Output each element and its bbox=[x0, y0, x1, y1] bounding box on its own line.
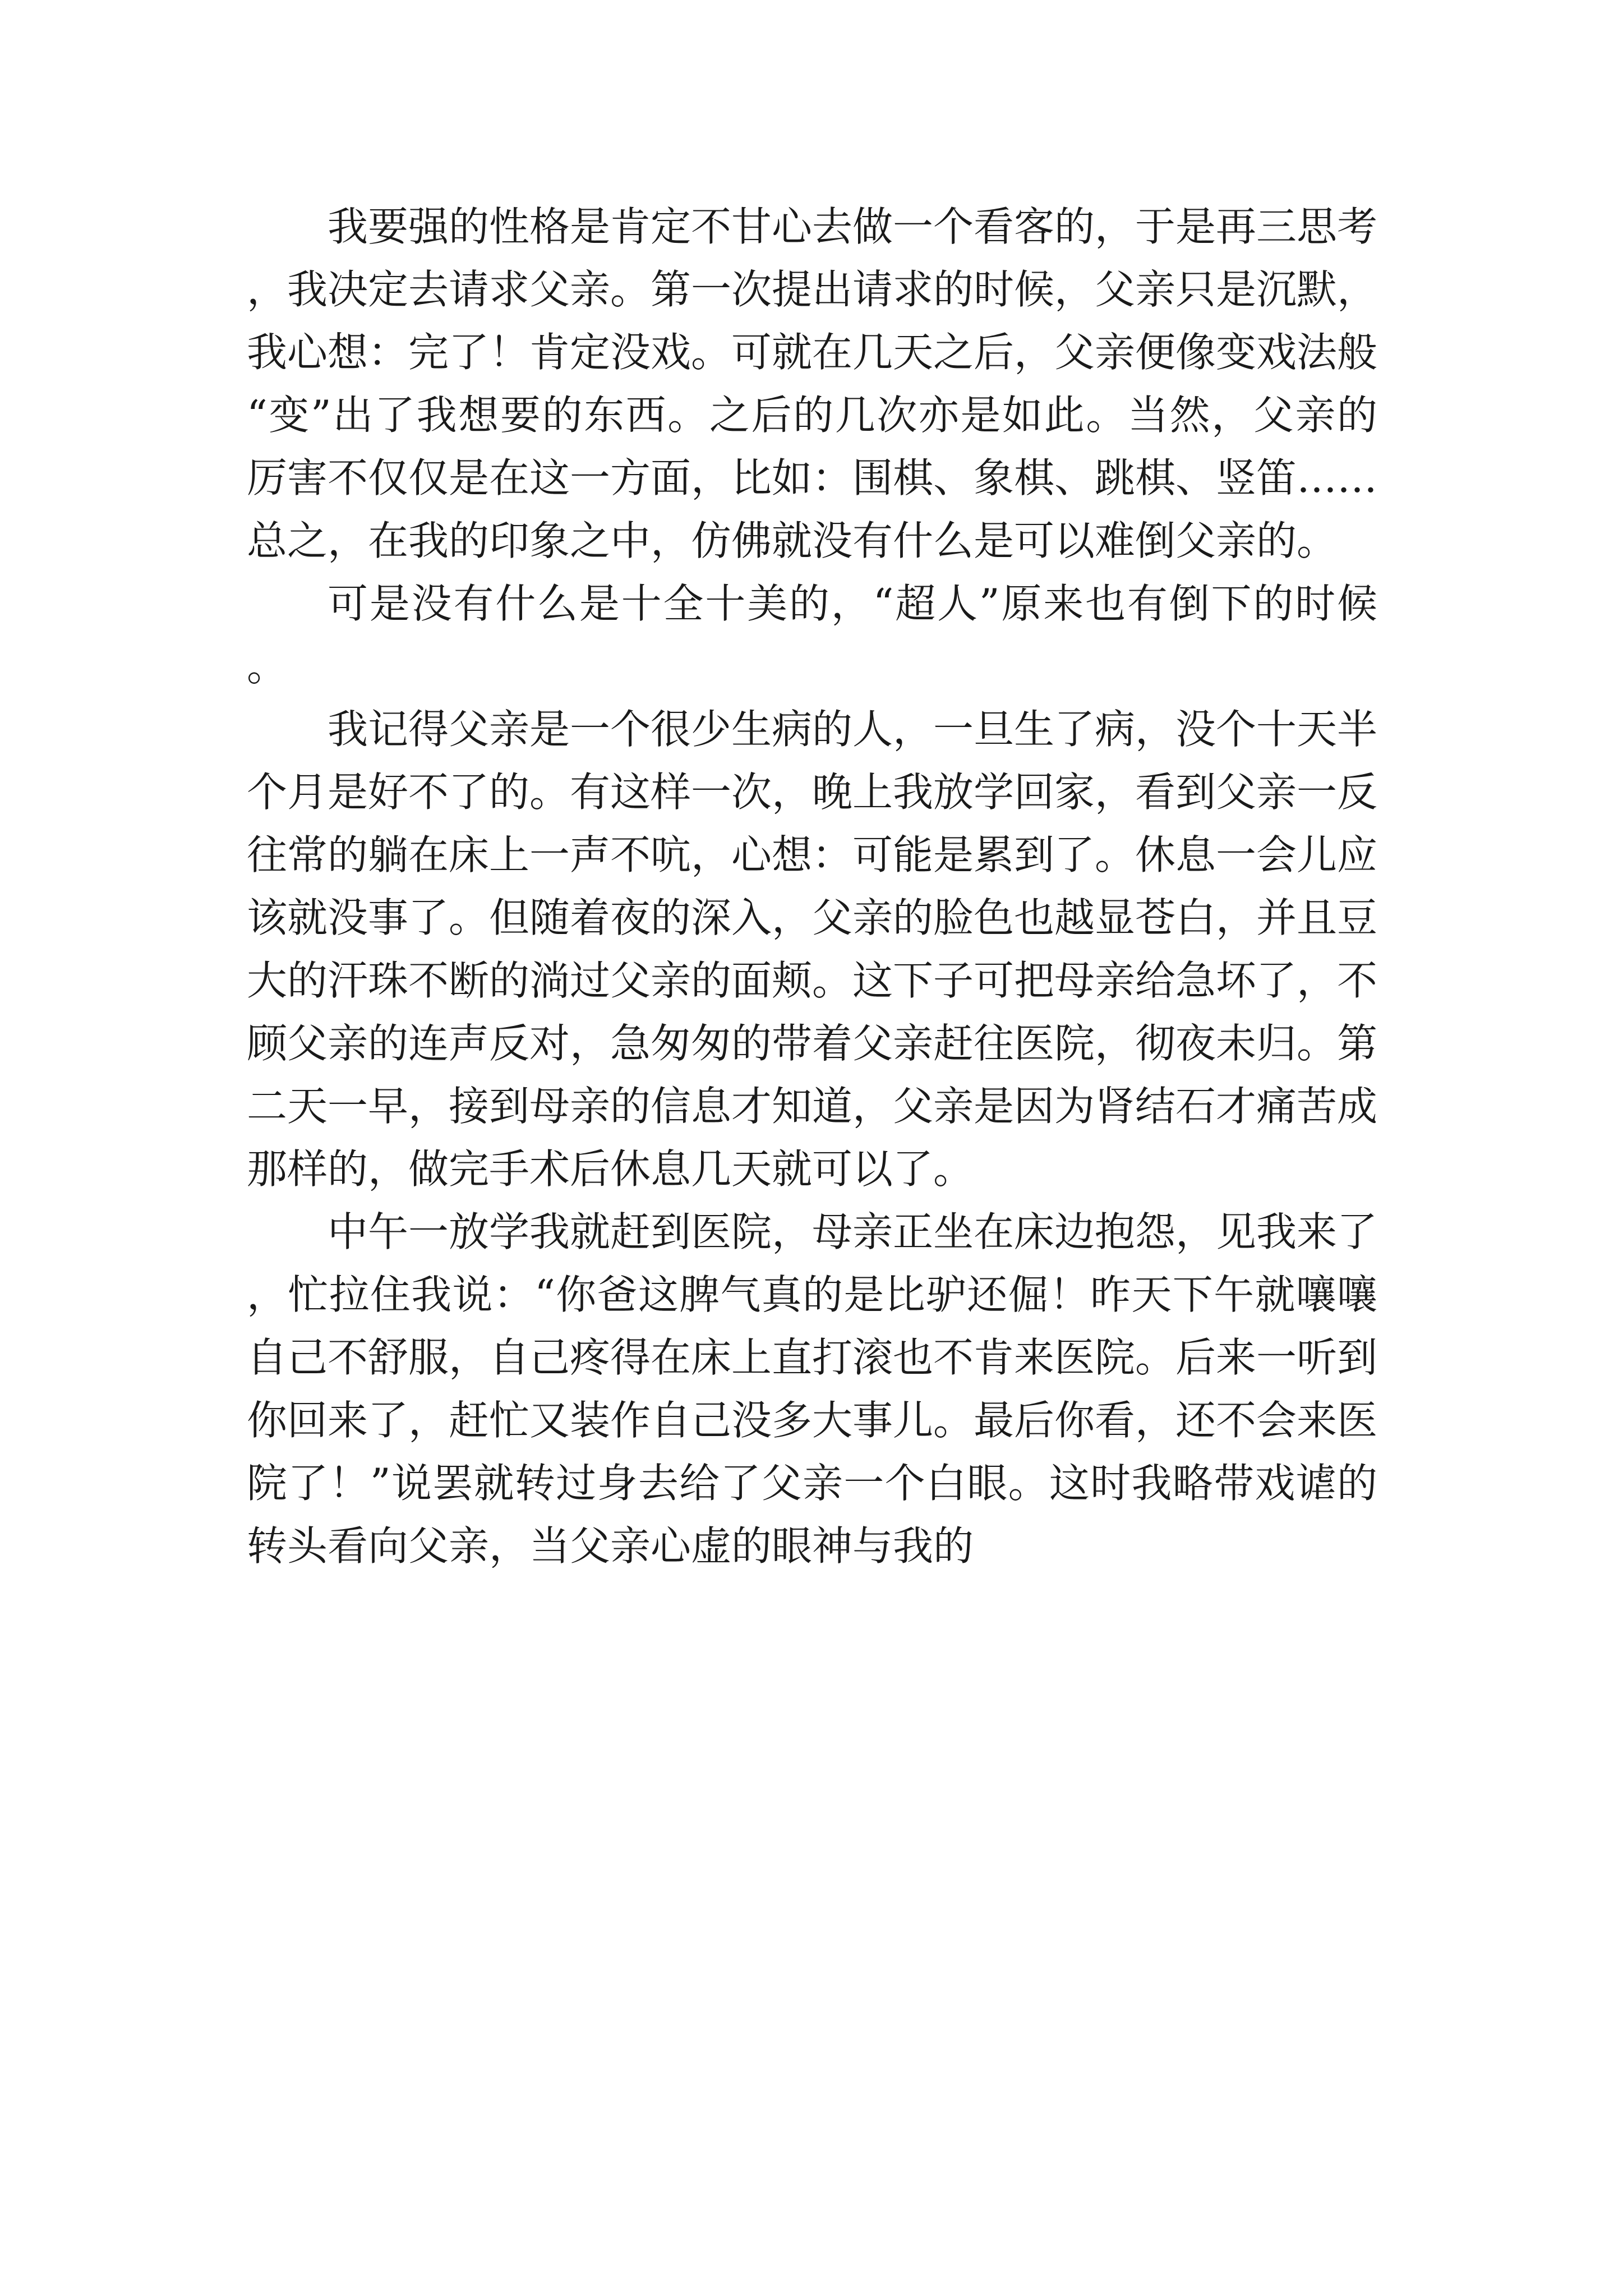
body-text bbox=[247, 195, 1377, 1577]
paragraph-4: 中午一放学我就赶到医院，母亲正坐在床边抱怨，见我来了，忙拉住我说：“你爸这脾气真的是比驴还倔！昨天下午就嚷嚷自己不舒服，自己疼得在床上直打滚也不肯来医院。后来一听到你回来了，赶忙又装作自己没多大事儿。最后你看，还不会来医院了！”说罢就转过身去给了父亲一个白眼。这时我略带戏谑的转头看向父亲，当父亲心虚的眼神与我的 bbox=[247, 1208, 1378, 1570]
paragraph-1: 我要强的性格是肯定不甘心去做一个看客的，于是再三思考，我决定去请求父亲。第一次提出请求的时候，父亲只是沉默，我心想：完了！肯定没戏。可就在几天之后，父亲便像变戏法般“变”出了我想要的东西。之后的几次亦是如此。当然，父亲的厉害不仅仅是在这一方面，比如：围棋、象棋、跳棋、竖笛……总之，在我的印象之中，仿佛就没有什么是可以难倒父亲的。 bbox=[247, 203, 1378, 564]
paragraph-3: 我记得父亲是一个很少生病的人，一旦生了病，没个十天半个月是好不了的。有这样一次，晚上我放学回家，看到父亲一反往常的躺在床上一声不吭，心想：可能是累到了。休息一会儿应该就没事了。但随着夜的深入，父亲的脸色也越显苍白，并且豆大的汗珠不断的淌过父亲的面颊。这下子可把母亲给急坏了，不顾父亲的连声反对，急匆匆的带着父亲赶往医院，彻夜未归。第二天一早，接到母亲的信息才知道，父亲是因为肾结石才痛苦成那样的，做完手术后休息几天就可以了。 bbox=[247, 706, 1378, 1193]
paragraph-2: 可是没有什么是十全十美的，“超人”原来也有倒下的时候。 bbox=[247, 580, 1377, 690]
